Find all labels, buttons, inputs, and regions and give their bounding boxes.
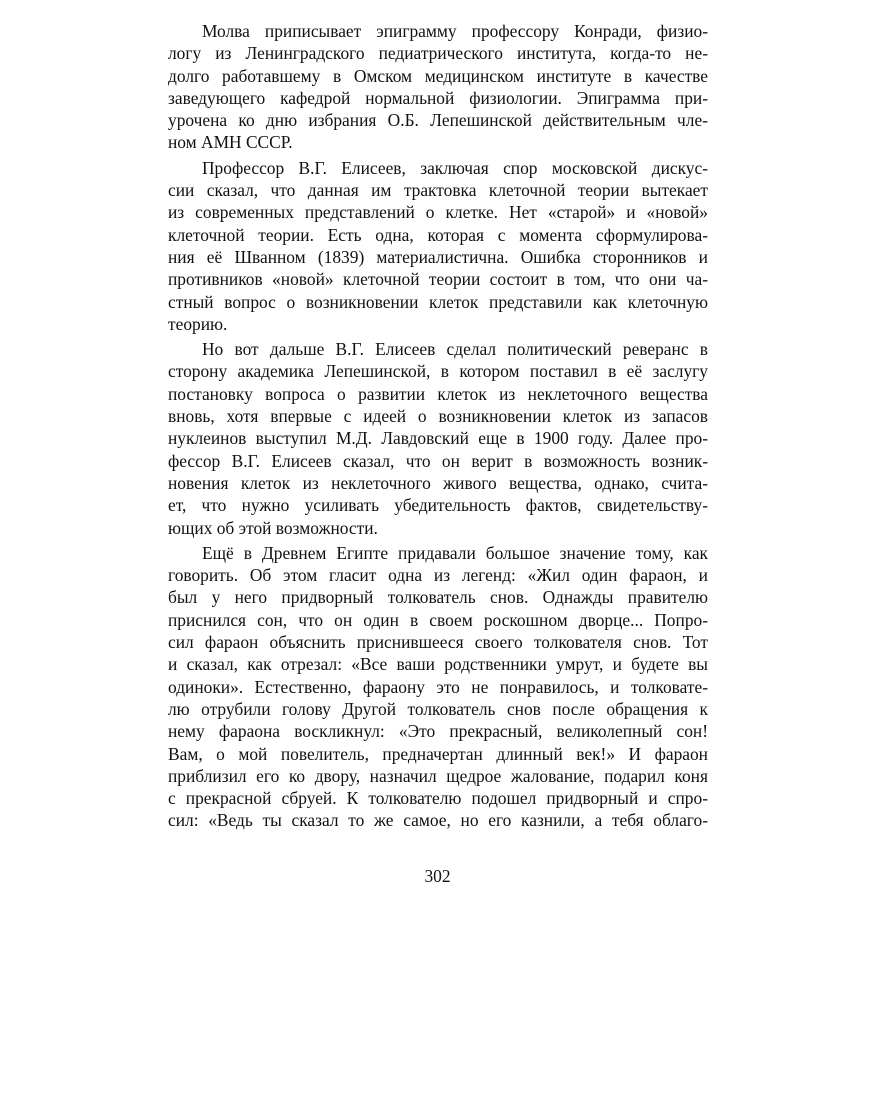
text-line: ющих об этой возможности. — [168, 517, 378, 538]
text-line: противников «новой» клеточной теории состоит в том, что они ча- — [168, 269, 708, 290]
text-line: из современных представлений о клетке. Нет «старой» и «новой» — [168, 202, 708, 223]
text-line: лю отрубили голову Другой толкователь снов после обращения к — [168, 698, 708, 719]
text-line: урочена ко дню избрания О.Б. Лепешинской действительным чле- — [168, 110, 708, 131]
text-line: Профессор В.Г. Елисеев, заключая спор московской дискус- — [202, 157, 708, 178]
text-line: теорию. — [168, 313, 228, 334]
page-number: 302 — [424, 866, 451, 886]
text-line: сторону академика Лепешинской, в котором поставил в её заслугу — [168, 361, 708, 382]
text-line: сии сказал, что данная им трактовка клеточной теории вытекает — [168, 180, 708, 201]
text-line: ет, что нужно усиливать убедительность фактов, свидетельству- — [168, 495, 708, 516]
text-line: нуклеинов выступил М.Д. Лавдовский еще в 1900 году. Далее про- — [168, 428, 708, 449]
text-line: с прекрасной сбруей. К толкователю подошел придворный и спро- — [168, 788, 708, 809]
text-line: и сказал, как отрезал: «Все ваши родственники умрут, и будете вы — [168, 654, 708, 675]
text-line: Молва приписывает эпиграмму профессору Конради, физио- — [202, 21, 708, 41]
text-line: одиноки». Естественно, фараону это не понравилось, и толковате- — [168, 676, 708, 697]
text-line: заведующего кафедрой нормальной физиологии. Эпиграмма при- — [168, 87, 708, 108]
text-line: ния её Шванном (1839) материалистична. Ошибка сторонников и — [168, 246, 708, 267]
text-line: постановку вопроса о развитии клеток из неклеточного вещества — [168, 383, 708, 404]
text-line: фессор В.Г. Елисеев сказал, что он верит в возможность возник- — [168, 450, 708, 471]
text-line: новения клеток из неклеточного живого вещества, однако, счита- — [168, 472, 708, 493]
text-line: сил фараон объяснить приснившееся своего толкователя снов. Тот — [168, 632, 708, 653]
text-line: приблизил его ко двору, назначил щедрое жалование, подарил коня — [168, 765, 708, 786]
text-line: долго работавшему в Омском медицинском институте в качестве — [168, 65, 708, 86]
text-line: клеточной теории. Есть одна, которая с момента сформулирова- — [168, 224, 708, 245]
text-line: приснился сон, что он один в своем роскошном дворце... Попро- — [168, 609, 708, 630]
text-line: Но вот дальше В.Г. Елисеев сделал политический реверанс в — [202, 339, 708, 360]
text-line: стный вопрос о возникновении клеток представили как клеточную — [168, 291, 708, 312]
text-line: был у него придворный толкователь снов. Однажды правителю — [168, 587, 708, 608]
text-line: говорить. Об этом гласит одна из легенд: «Жил один фараон, и — [168, 565, 708, 586]
text-line: Вам, о мой повелитель, предначертан длинный век!» И фараон — [168, 743, 708, 764]
text-line: вновь, хотя впервые с идеей о возникновении клеток из запасов — [168, 406, 708, 427]
text-line: нему фараона воскликнул: «Это прекрасный, великолепный сон! — [168, 721, 708, 742]
body-text — [168, 20, 708, 832]
text-line: ном АМН СССР. — [168, 132, 293, 153]
text-line: Ещё в Древнем Египте придавали большое значение тому, как — [202, 542, 708, 563]
text-line: логу из Ленинградского педиатрического института, когда-то не- — [168, 43, 708, 64]
text-line: сил: «Ведь ты сказал то же самое, но его казнили, а тебя облаго- — [168, 810, 708, 831]
